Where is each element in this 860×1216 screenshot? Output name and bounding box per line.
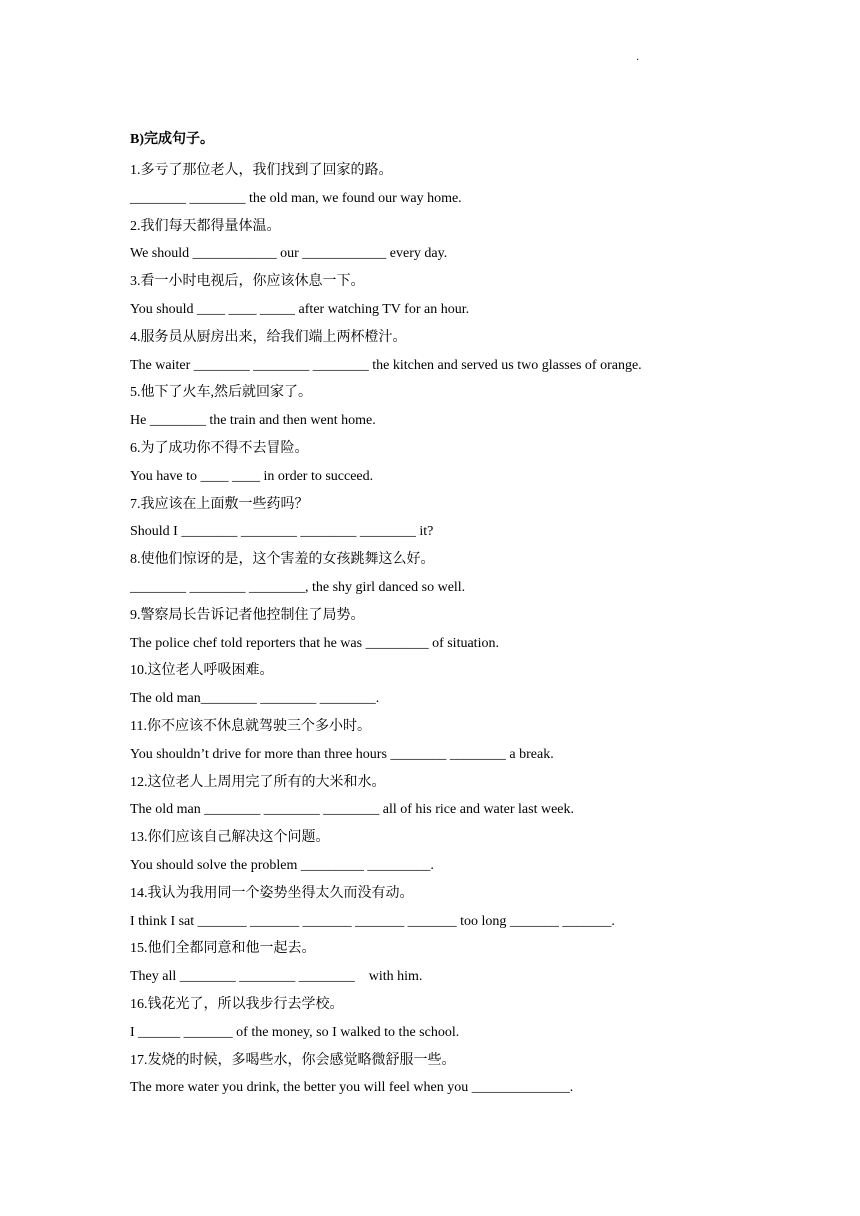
english-sentence: The police chef told reporters that he was _________ of situation. — [130, 635, 499, 651]
exercise-item — [130, 935, 770, 991]
section-title: B)完成句子。 — [130, 132, 214, 147]
exercise-item — [130, 1047, 770, 1103]
exercise-item — [130, 324, 770, 380]
english-sentence: The old man ________ ________ ________ all of his rice and water last week. — [130, 802, 575, 818]
english-sentence: They all ________ ________ ________ with him. — [130, 969, 423, 985]
exercise-item — [130, 991, 770, 1047]
chinese-sentence: 9.警察局长告诉记者他控制住了局势。 — [130, 607, 365, 623]
chinese-sentence: 10.这位老人呼吸困难。 — [130, 663, 274, 679]
english-sentence: Should I ________ ________ ________ ________ it? — [130, 524, 434, 540]
chinese-sentence: 7.我应该在上面敷一些药吗？ — [130, 496, 309, 512]
corner-mark: · — [636, 55, 640, 66]
chinese-sentence: 15.他们全都同意和他一起去。 — [130, 941, 316, 957]
english-sentence: You should solve the problem _________ _________. — [130, 857, 434, 873]
exercise-item — [130, 824, 770, 880]
exercise-item — [130, 657, 770, 713]
exercise-item — [130, 379, 770, 435]
exercise-item — [130, 602, 770, 658]
english-sentence: The old man________ ________ ________. — [130, 691, 380, 707]
chinese-sentence: 13.你们应该自己解决这个问题。 — [130, 830, 330, 846]
exercise-item — [130, 268, 770, 324]
english-sentence: You shouldn’t drive for more than three hours ________ ________ a break. — [130, 746, 554, 762]
english-sentence: The waiter ________ ________ ________ the kitchen and served us two glasses of orange. — [130, 357, 642, 373]
exercise-item — [130, 713, 770, 769]
chinese-sentence: 16.钱花光了，所以我步行去学校。 — [130, 996, 344, 1012]
english-sentence: You should ____ ____ _____ after watching TV for an hour. — [130, 301, 470, 317]
exercise-item — [130, 491, 770, 547]
english-sentence: I ______ _______ of the money, so I walked to the school. — [130, 1024, 460, 1040]
chinese-sentence: 1.多亏了那位老人，我们找到了回家的路。 — [130, 163, 393, 178]
chinese-sentence: 6.为了成功你不得不去冒险。 — [130, 440, 309, 456]
chinese-sentence: 2.我们每天都得量体温。 — [130, 218, 281, 234]
exercise-item — [130, 157, 770, 213]
chinese-sentence: 4.服务员从厨房出来，给我们端上两杯橙汁。 — [130, 329, 407, 345]
chinese-sentence: 17.发烧的时候，多喝些水，你会感觉略微舒服一些。 — [130, 1052, 456, 1068]
exercise-item — [130, 213, 770, 269]
exercise-list — [130, 157, 770, 1102]
english-sentence: ________ ________ the old man, we found our way home. — [130, 190, 462, 206]
english-sentence: I think I sat _______ _______ _______ _______ _______ too long _______ _______. — [130, 913, 615, 929]
exercise-item — [130, 546, 770, 602]
exercise-item — [130, 880, 770, 936]
chinese-sentence: 14.我认为我用同一个姿势坐得太久而没有动。 — [130, 885, 414, 901]
english-sentence: The more water you drink, the better you will feel when you ______________. — [130, 1080, 574, 1096]
english-sentence: We should ____________ our ____________ every day. — [130, 246, 448, 262]
english-sentence: You have to ____ ____ in order to succeed. — [130, 468, 374, 484]
english-sentence: ________ ________ ________, the shy girl danced so well. — [130, 579, 466, 595]
chinese-sentence: 11.你不应该不休息就驾驶三个多小时。 — [130, 718, 371, 734]
chinese-sentence: 5.他下了火车,然后就回家了。 — [130, 385, 312, 401]
chinese-sentence: 8.使他们惊讶的是，这个害羞的女孩跳舞这么好。 — [130, 552, 435, 568]
chinese-sentence: 3.看一小时电视后，你应该休息一下。 — [130, 274, 365, 290]
exercise-item — [130, 435, 770, 491]
english-sentence: He ________ the train and then went home. — [130, 413, 376, 429]
exercise-item — [130, 769, 770, 825]
chinese-sentence: 12.这位老人上周用完了所有的大米和水。 — [130, 774, 386, 790]
